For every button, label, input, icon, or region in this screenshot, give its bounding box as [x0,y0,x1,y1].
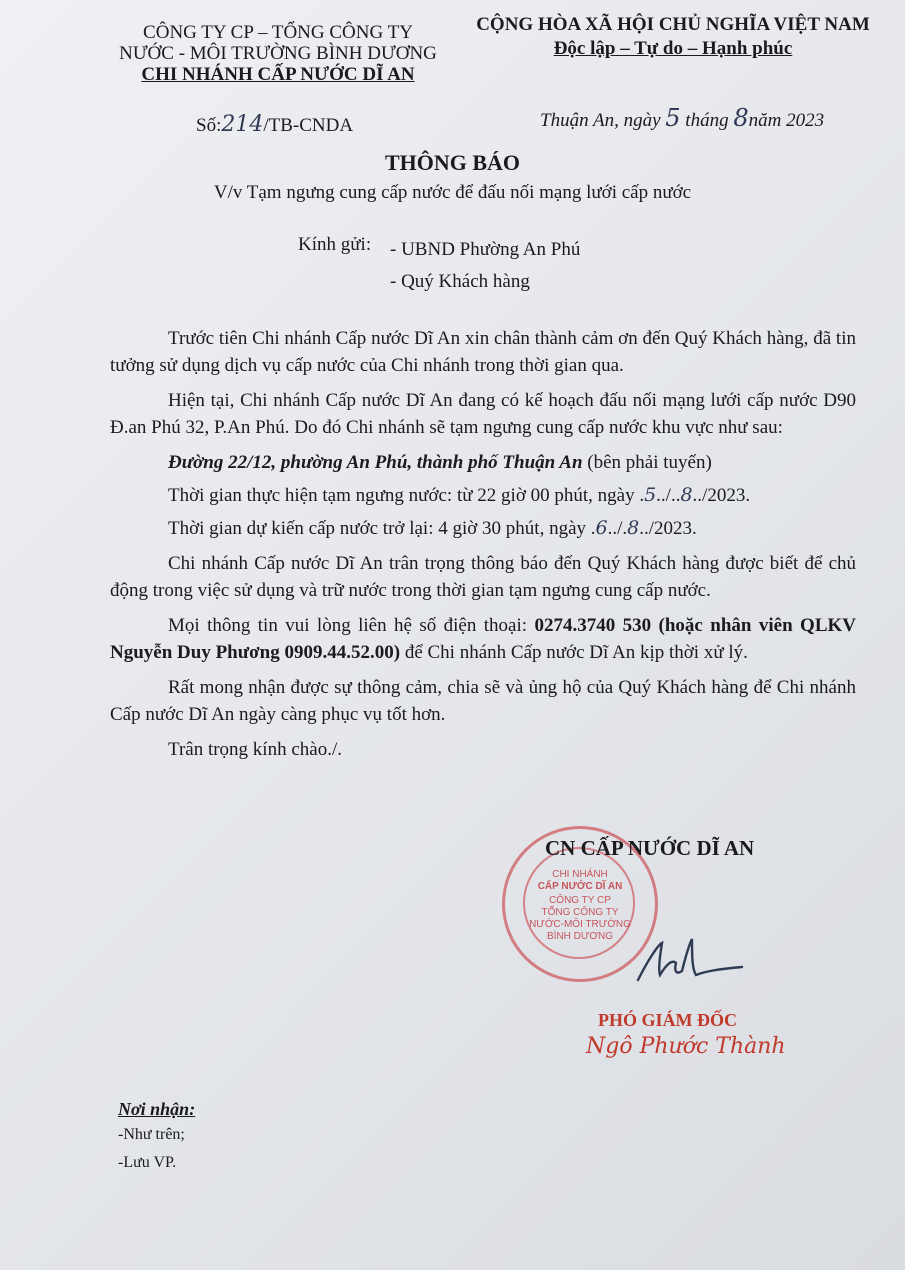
paragraph-4 [110,612,856,666]
org-header [108,22,448,85]
nation-header [458,14,888,59]
paragraph-resume-time [110,515,856,542]
stamp-line: CÔNG TY CP [549,895,611,906]
doc-date [540,104,824,132]
resume-suffix: ../2023. [639,518,697,539]
date-day: 5 [665,104,681,132]
paragraph-5: Rất mong nhận được sự thông cảm, chia sẽ và ủng hộ của Quý Khách hàng để Chi nhánh Cấp nước Dĩ An ngày càng phục vụ tốt hơn. [110,677,856,725]
doc-number-prefix: Số: [196,115,222,136]
nation-line-2: Độc lập – Tự do – Hạnh phúc [553,38,793,59]
resume-mid: ../. [607,518,628,539]
footer-recipient-item: -Lưu VP. [118,1154,177,1171]
closing: Trân trọng kính chào./. [168,739,342,760]
paragraph-location [110,449,856,476]
doc-number [196,112,353,137]
doc-number-handwritten: 214 [221,112,264,137]
contact-phone: 0274.3740 530 (hoặc nhân viên QLKV Nguyễn Duy Phương 0909.44.52.00) [110,615,856,663]
date-year: năm 2023 [748,110,825,131]
stop-time-prefix: Thời gian thực hiện tạm ngưng nước: từ 22 giờ 00 phút, ngày . [168,485,645,506]
stop-day: 5 [644,484,657,506]
doc-title: THÔNG BÁO [384,150,521,175]
stamp-line: CẤP NƯỚC DĨ AN [537,881,623,892]
paragraph-3: Chi nhánh Cấp nước Dĩ An trân trọng thông báo đến Quý Khách hàng được biết để chủ động trong việc sử dụng và trữ nước trong thời gian tạm ngưng cung cấp nước. [110,553,856,601]
doc-subject: V/v Tạm ngưng cung cấp nước để đấu nối mạng lưới cấp nước [213,182,692,203]
resume-month: 8 [627,517,640,539]
org-line-2: NƯỚC - MÔI TRƯỜNG BÌNH DƯƠNG [119,43,437,64]
paragraph-2: Hiện tại, Chi nhánh Cấp nước Dĩ An đang có kế hoạch đấu nối mạng lưới cấp nước D90 Đ.an Phú 32, P.An Phú. Do đó Chi nhánh sẽ tạm ngưng cung cấp nước khu vực như sau: [110,390,856,438]
footer-recipients [118,1097,195,1175]
stamp-line: TỔNG CÔNG TY [541,907,619,918]
handwritten-signature-icon [620,925,750,995]
stamp-line: NƯỚC-MÔI TRƯỜNG [529,919,631,930]
signer-name: Ngô Phước Thành [586,1034,786,1059]
footer-recipient-item: -Như trên; [118,1126,185,1143]
location-note: (bên phải tuyến) [582,452,712,473]
location-bold: Đường 22/12, phường An Phú, thành phố Thuận An [168,452,583,473]
resume-prefix: Thời gian dự kiến cấp nước trở lại: 4 giờ 30 phút, ngày . [168,518,596,539]
paragraph-1: Trước tiên Chi nhánh Cấp nước Dĩ An xin chân thành cảm ơn đến Quý Khách hàng, đã tin tưởng sử dụng dịch vụ cấp nước của Chi nhánh trong thời gian qua. [110,328,856,376]
nation-line-1: CỘNG HÒA XÃ HỘI CHỦ NGHĨA VIỆT NAM [476,14,870,35]
org-line-3: CHI NHÁNH CẤP NƯỚC DĨ AN [141,64,415,85]
stop-mid: ../.. [656,485,681,506]
stamp-line: CHI NHÁNH [552,869,608,880]
recipient-item: - Quý Khách hàng [390,271,530,292]
recipients-list [390,234,580,298]
resume-day: 6 [595,517,608,539]
stamp-line: BÌNH DƯƠNG [546,931,613,942]
p4-prefix: Mọi thông tin vui lòng liên hệ số điện thoại: [168,615,535,636]
signature-title: PHÓ GIÁM ĐỐC [598,1010,737,1030]
p4-suffix: để Chi nhánh Cấp nước Dĩ An kịp thời xử lý. [400,642,748,663]
date-month-label: tháng [685,110,729,131]
stop-suffix: ../2023. [692,485,751,506]
recipient-item: - UBND Phường An Phú [390,239,581,260]
doc-number-suffix: /TB-CNDA [263,115,354,136]
date-place: Thuận An, ngày [540,110,661,131]
org-line-1: CÔNG TY CP – TỔNG CÔNG TY [143,22,413,43]
footer-recipients-label: Nơi nhận: [118,1099,196,1119]
date-month: 8 [733,104,749,132]
signature-org: CN CẤP NƯỚC DĨ AN [545,836,755,860]
recipients-label: Kính gửi: [298,234,372,255]
stop-month: 8 [680,484,693,506]
doc-body [110,325,856,763]
paragraph-stop-time [110,482,856,509]
